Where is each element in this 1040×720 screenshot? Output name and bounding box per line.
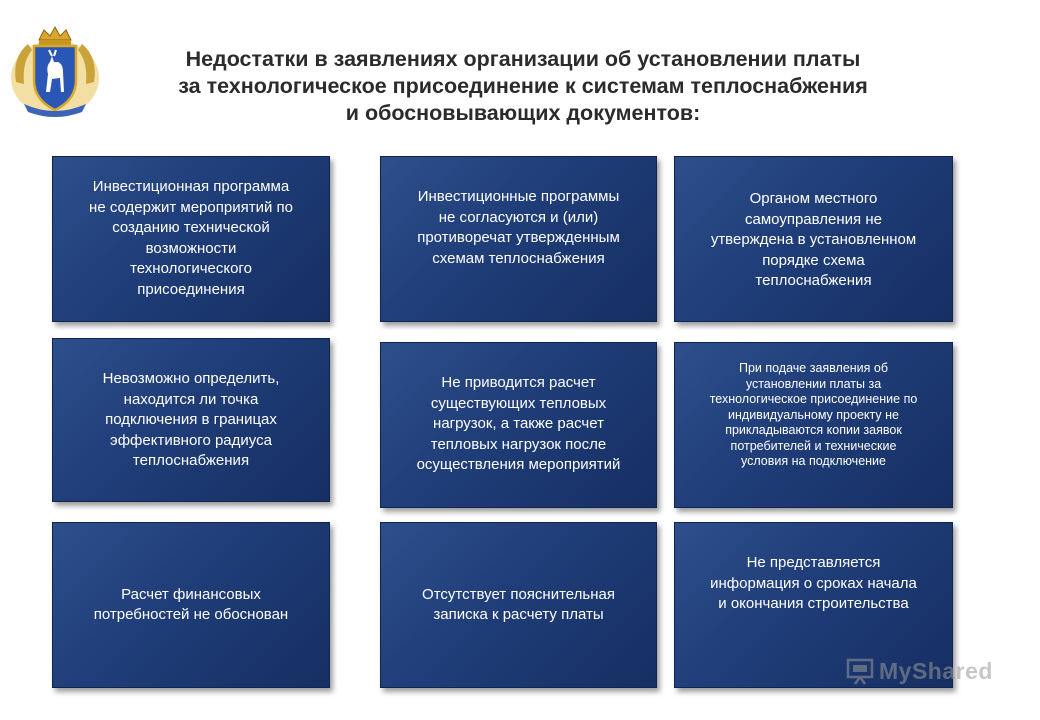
title-line-2: за технологическое присоединение к системам теплоснабжения (178, 74, 868, 98)
card-text: Инвестиционные программы не согласуются и (или) противоречат утвержденным схемам теплоснабжения (417, 188, 620, 267)
card-text: Не приводится расчет существующих тепловых нагрузок, а также расчет тепловых нагрузок после осуществления мероприятий (416, 374, 621, 473)
watermark (845, 656, 993, 686)
title-line-1: Недостатки в заявлениях организации об установлении платы (185, 47, 861, 71)
card-text: Отсутствует пояснительная записка к расчету платы (422, 585, 615, 623)
card-heat-scheme-not-approved (674, 156, 953, 322)
card-investment-programs-inconsistent (380, 156, 657, 322)
card-text: Инвестиционная программа не содержит мероприятий по созданию технической возможности технологического присоединения (89, 178, 293, 298)
card-text: Органом местного самоуправления не утверждена в установленном порядке схема теплоснабжения (710, 190, 917, 289)
coat-of-arms-emblem (6, 22, 104, 120)
presentation-icon (845, 656, 875, 686)
card-application-copies-missing (674, 342, 953, 508)
watermark-text: MyShared (879, 657, 993, 684)
card-text: Невозможно определить, находится ли точка подключения в границах эффективного радиуса теплоснабжения (102, 370, 280, 469)
page-title (108, 46, 938, 127)
card-text: Расчет финансовых потребностей не обоснован (93, 585, 289, 623)
card-explanatory-note-missing (380, 522, 657, 688)
card-heat-load-calculation-missing (380, 342, 657, 508)
card-text: При подаче заявления об установлении платы за технологическое присоединение по индивидуальному проекту не прикладываются копии заявок потребителей и технические условия на подключение (709, 361, 918, 468)
card-investment-program-no-measures (52, 156, 330, 322)
title-line-3: и обосновывающих документов: (345, 101, 701, 125)
card-financial-needs-unjustified (52, 522, 330, 688)
card-text: Не представляется информация о сроках начала и окончания строительства (710, 554, 917, 612)
card-connection-point-undetermined (52, 338, 330, 502)
